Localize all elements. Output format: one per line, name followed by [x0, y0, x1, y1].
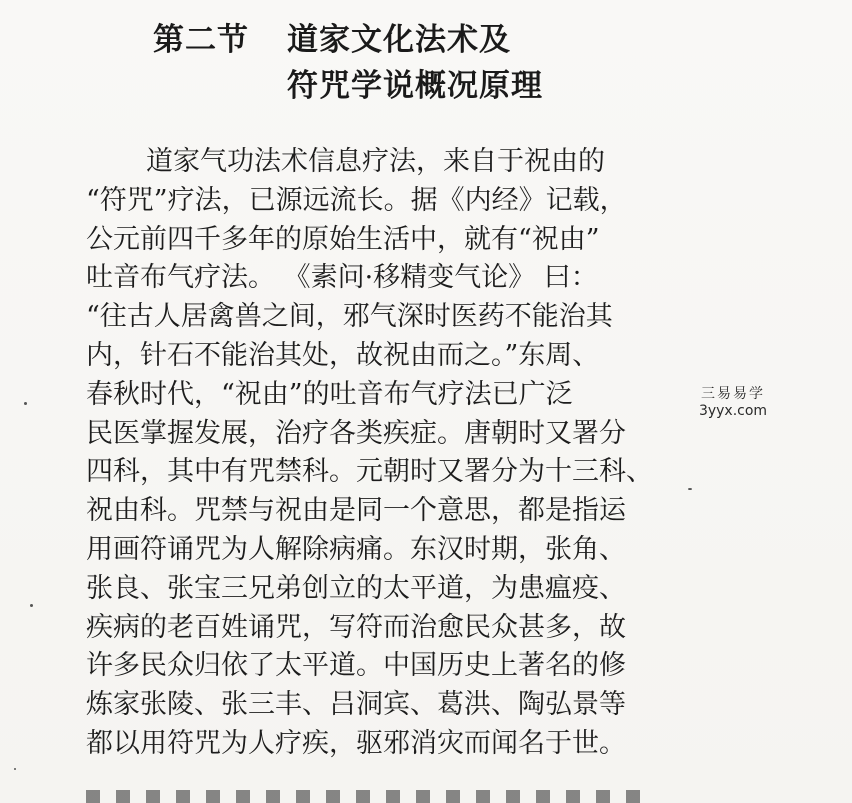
scan-speck [30, 604, 33, 607]
paragraph-line: 许多民众归依了太平道。中国历史上著名的修 [86, 650, 626, 682]
paragraph-line: 祝由科。咒禁与祝由是同一个意思，都是指运 [86, 495, 626, 527]
paragraph-line: 都以用符咒为人疗疾，驱邪消灾而闻名于世。 [86, 727, 626, 759]
paragraph-line: 疾病的老百姓诵咒，写符而治愈民众甚多，故 [86, 611, 626, 643]
paragraph-line: “往古人居禽兽之间，邪气深时医药不能治其 [86, 301, 613, 333]
paragraph-line: 张良、张宝三兄弟创立的太平道，为患瘟疫、 [86, 572, 626, 604]
paragraph-line: 公元前四千多年的原始生活中，就有“祝由” [86, 223, 600, 255]
section-title-part-2: 符咒学说概况原理 [287, 68, 543, 104]
scan-speck [24, 402, 27, 405]
paragraph-line: 用画符诵咒为人解除病痛。东汉时期，张角、 [86, 533, 626, 565]
paragraph-line: 内，针石不能治其处，故祝由而之。”东周、 [86, 339, 600, 371]
cut-off-text-line [86, 786, 646, 803]
cut-off-glyph-strokes [86, 790, 646, 803]
section-title-part-1: 道家文化法术及 [287, 22, 511, 58]
paragraph-line: 民医掌握发展，治疗各类疾症。唐朝时又署分 [86, 417, 626, 449]
section-number: 第二节 [153, 22, 249, 58]
scan-speck [14, 768, 16, 770]
paragraph-line: “符咒”疗法，已源远流长。据《内经》记载， [86, 184, 627, 216]
watermark-site: 3yyx.com [698, 403, 768, 419]
paragraph-line: 吐音布气疗法。 《素问·移精变气论》 曰： [86, 262, 598, 294]
body-paragraph [86, 143, 686, 764]
paragraph-line: 道家气功法术信息疗法，来自于祝由的 [146, 146, 605, 177]
scan-speck [688, 488, 692, 490]
paragraph-line: 四科，其中有咒禁科。元朝时又署分为十三科、 [86, 456, 653, 488]
paragraph-line: 炼家张陵、张三丰、吕洞宾、葛洪、陶弘景等 [86, 689, 626, 721]
paragraph-line: 春秋时代，“祝由”的吐音布气疗法已广泛 [86, 378, 573, 410]
watermark-name: 三易易学 [701, 386, 765, 402]
